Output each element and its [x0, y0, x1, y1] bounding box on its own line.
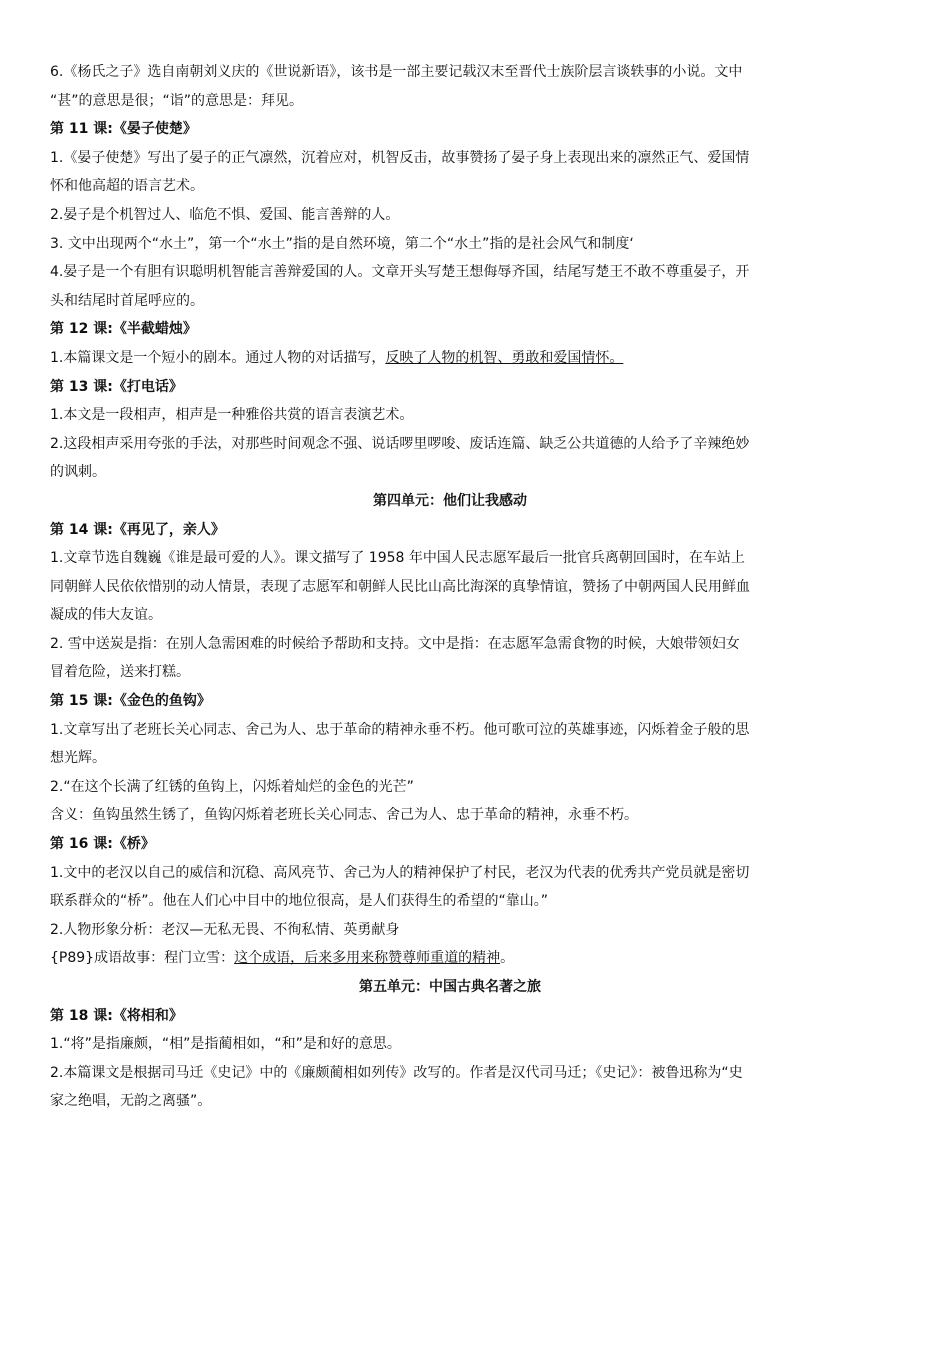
- text-line: 1.《晏子使楚》写出了晏子的正气凛然，沉着应对，机智反击，故事赞扬了晏子身上表现出来的凛然正气、爱国情: [50, 149, 750, 166]
- text-line: 头和结尾时首尾呼应的。: [50, 292, 204, 309]
- lesson-heading: 第 16 课:《桥》: [50, 836, 155, 853]
- text-segment: 1.本篇课文是一个短小的剧本。通过人物的对话描写，: [50, 349, 386, 366]
- underlined-text: 反映了人物的机智、勇敢和爱国情怀。: [385, 349, 624, 366]
- text-line: 2.晏子是个机智过人、临危不惧、爱国、能言善辩的人。: [50, 206, 400, 223]
- lesson-heading: 第 11 课:《晏子使楚》: [50, 121, 197, 138]
- text-line: 1.文中的老汉以自己的威信和沉稳、高风亮节、舍己为人的精神保护了村民，老汉为代表的优秀共产党员就是密切: [50, 864, 750, 881]
- text-line: 含义：鱼钩虽然生锈了，鱼钩闪烁着老班长关心同志、舍己为人、忠于革命的精神，永垂不朽。: [50, 807, 638, 824]
- document-page: [50, 58, 810, 1116]
- text-line: 6.《杨氏之子》选自南朝刘义庆的《世说新语》，该书是一部主要记载汉末至晋代士族阶层言谈轶事的小说。文中: [50, 64, 743, 80]
- text-line: 怀和他高超的语言艺术。: [50, 178, 204, 195]
- text-line: 1.文章节选自魏巍《谁是最可爱的人》。课文描写了 1958 年中国人民志愿军最后一批官兵离朝回国时，在车站上: [50, 550, 745, 567]
- text-line: “甚”的意思是很；“诣”的意思是：拜见。: [50, 92, 304, 109]
- lesson-heading: 第 15 课:《金色的鱼钩》: [50, 693, 211, 710]
- text-line: 凝成的伟大友谊。: [50, 607, 162, 624]
- lesson-heading: 第 18 课:《将相和》: [50, 1007, 183, 1024]
- underlined-text: 这个成语，后来多用来称赞尊师重道的精神: [234, 950, 501, 967]
- lesson-heading: 第 14 课:《再见了，亲人》: [50, 521, 225, 538]
- text-line: 2.本篇课文是根据司马迁《史记》中的《廉颇蔺相如列传》改写的。作者是汉代司马迁；《史记》：被鲁迅称为“史: [50, 1064, 743, 1081]
- text-line: 2.这段相声采用夸张的手法，对那些时间观念不强、说话啰里啰唆、废话连篇、缺乏公共道德的人给予了辛辣绝妙: [50, 435, 750, 452]
- text-line: [50, 944, 810, 973]
- text-line: 2.人物形象分析：老汉—无私无畏、不徇私情、英勇献身: [50, 921, 400, 938]
- text-line: 2.“在这个长满了红锈的鱼钩上，闪烁着灿烂的金色的光芒”: [50, 778, 414, 795]
- lesson-heading: 第 12 课:《半截蜡烛》: [50, 321, 197, 338]
- text-line: 家之绝唱，无韵之离骚”。: [50, 1093, 212, 1110]
- text-line: 联系群众的“桥”。他在人们心中目中的地位很高，是人们获得生的希望的“靠山。”: [50, 893, 549, 910]
- text-segment: 。: [500, 950, 515, 967]
- text-line: 1.“将”是指廉颇，“相”是指蔺相如，“和”是和好的意思。: [50, 1036, 401, 1053]
- text-line: 同朝鲜人民依依惜别的动人情景，表现了志愿军和朝鲜人民比山高比海深的真挚情谊，赞扬了中朝两国人民用鲜血: [50, 578, 750, 595]
- lesson-heading: 第 13 课:《打电话》: [50, 378, 183, 395]
- text-line: 4.晏子是一个有胆有识聪明机智能言善辩爱国的人。文章开头写楚王想侮辱齐国，结尾写楚王不敢不尊重晏子，开: [50, 264, 750, 281]
- text-line: 1.文章写出了老班长关心同志、舍己为人、忠于革命的精神永垂不朽。他可歌可泣的英雄事迹，闪烁着金子般的思: [50, 721, 750, 738]
- text-line: 1.本文是一段相声，相声是一种雅俗共赏的语言表演艺术。: [50, 407, 414, 424]
- text-line: 2. 雪中送炭是指：在别人急需困难的时候给予帮助和支持。文中是指：在志愿军急需食物的时候，大娘带领妇女: [50, 635, 740, 652]
- text-line: 3. 文中出现两个“水土”，第一个“水土”指的是自然环境，第二个“水土”指的是社会风气和制度‘: [50, 235, 634, 252]
- text-line: 的讽刺。: [50, 464, 106, 481]
- text-segment: {P89}成语故事：程门立雪：: [50, 950, 235, 967]
- text-line: 冒着危险，送来打糕。: [50, 664, 190, 681]
- unit-title: 第四单元：他们让我感动: [373, 492, 527, 509]
- text-line: 想光辉。: [50, 750, 106, 767]
- text-line: [50, 344, 810, 373]
- unit-title: 第五单元：中国古典名著之旅: [359, 979, 541, 995]
